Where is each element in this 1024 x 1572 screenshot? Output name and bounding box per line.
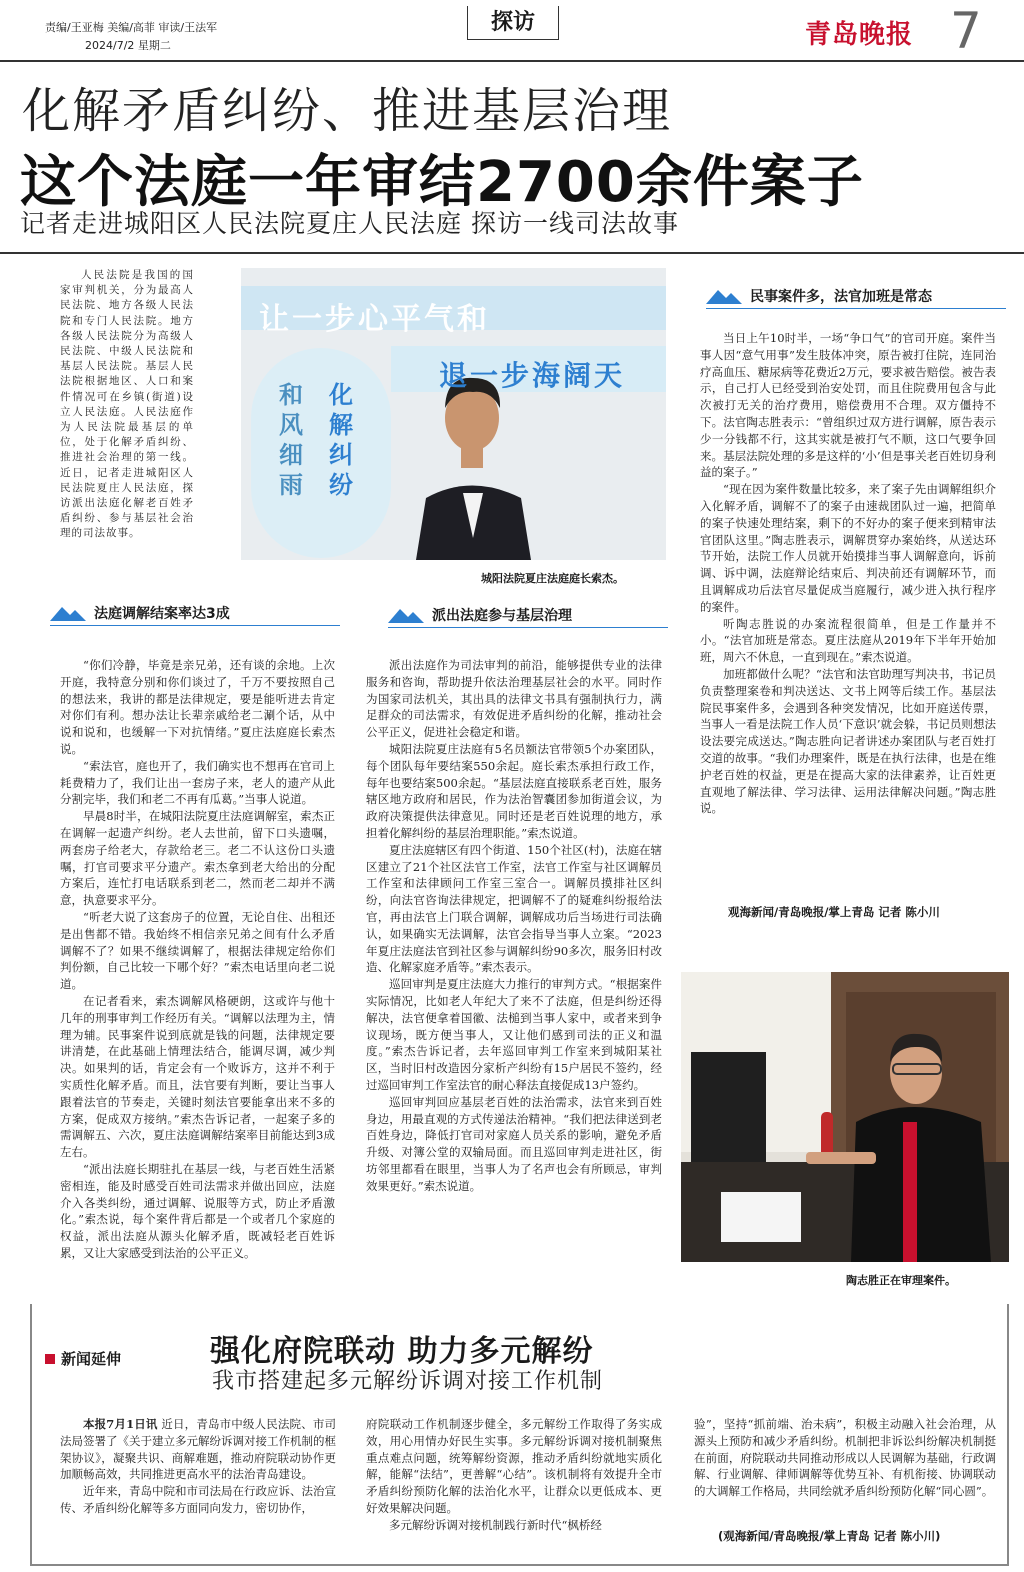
- wall-vertical-2: 化解纠纷: [329, 381, 353, 499]
- section3-byline: 观海新闻/青岛晚报/掌上青岛 记者 陈小川: [728, 905, 940, 919]
- wall-vertical-1: 和风细雨: [279, 381, 303, 499]
- photo-judge-taozhisheng: [681, 972, 1009, 1262]
- news-extension-label: 新闻延伸: [45, 1348, 121, 1369]
- section3-body: 当日上午10时半，一场“争口气”的官司开庭。案件当事人因“意气用事”发生肢体冲突，原告被打住院，连同治疗高血压、糖尿病等花费近2万元，要求被告赔偿。被告表示，自己打人已经受到治安处罚，而且住院费用包含与此次被打无关的治疗费用，赔偿费用不合理。双方僵持不下。法官陶志胜表示：“曾组织过双方进行调解，原告表示少一分钱都不行，这其实就是被打气不顺，这口气要争回来。基层法院处理的多是这样的‘小’但是事关老百姓切身利益的案子。” “现在因为案件数量比较多，来了案子先由调解组织介入化解矛盾，调解不了的案子由速裁团队过一遍，把简单的案子快速处理结案，剩下的不好办的案子便来到精审法官团队这里。”陶志胜表示，调解贯穿办案始终，从送达环节开始，法院工作人员就开始摸排当事人调解意向，诉前调、诉中调，法庭辩论结束后、判决前还有调解环节，而且调解成功后法官尽量促成当庭履行，减少进入执行程序的案件。 听陶志胜说的办案流程很简单，但是工作量并不小。“法官加班是常态。夏庄法庭从2019年下半年开始加班，周六不休息，一直到现在。”索杰说道。 加班都做什么呢？“法官和法官助理写判决书，书记员负责整理案卷和判决送达、文书上网等后续工作。基层法院民事案件多，会遇到各种突发情况，比如开庭送传票，当事人一看是法院工作人员‘下意识’就会躲，书记员则想法设法要完成送达。”陶志胜向记者讲述办案团队与老百姓打交道的故事。“我们办理案件，既是在执行法律，也是在维护老百姓的权益，更是在提高大家的法律素养，让百姓更直观地了解法律、学习法律、运用法律解决问题。”陶志胜说。: [700, 331, 996, 816]
- extension-subtitle: 我市搭建起多元解纷诉调对接工作机制: [212, 1369, 604, 1394]
- section1-body: “你们冷静，毕竟是亲兄弟，还有谈的余地。上次开庭，我特意分别和你们谈过了，千万不要按照自己的想法来，我讲的都是法律规定，要是能听进去肯定对你们有利。想办法让长辈亲戚给老二涮个话，从中说和说和，也缓解一下对抗情绪。”夏庄法庭庭长索杰说。 “索法官，庭也开了，我们确实也不想再在官司上耗费精力了，我们让出一套房子来，老人的遗产从此分割完毕，我们和老二不再有瓜葛。”当事人说道。 早晨8时半，在城阳法院夏庄法庭调解室，索杰正在调解一起遗产纠纷。老人去世前，留下口头遗嘱，两套房子给老大，存款给老三。老二不认这份口头遗嘱，打官司要求平分遗产。索杰拿到老大给出的分配方案后，连忙打电话联系到老二，然而老二却并不满意，执意要求平分。 “听老大说了这套房子的位置，无论自住、出租还是出售都不错。我始终不相信亲兄弟之间有什么矛盾调解不了？如果不继续调解了，根据法律规定给你们判份额，自己比较一下哪个好？”索杰电话里向老二说道。 在记者看来，索杰调解风格硬朗，这或许与他十几年的刑事审判工作经历有关。“调解以法理为主，情理为辅。民事案件说到底就是钱的问题，法律规定要讲清楚，在此基础上情理法结合，能调尽调，减少判决。如果判的话，肯定会有一个败诉方，这并不利于实质性化解矛盾。而且，法官要有判断，要让当事人跟着法官的节奏走，关键时刻法官要能拿出来不多的方案，促成双方接纳。”索杰告诉记者，一起案子多的需调解五、六次，夏庄法庭调解结案率目前能达到3成左右。 “派出法庭长期驻扎在基层一线，与老百姓生活紧密相连，能及时感受百姓司法需求并做出回应，法庭介入各类纠纷，通过调解、说服等方式，防止矛盾激化。”索杰说，每个案件背后都是一个或者几个家庭的权益，派出法庭从源头化解矛盾，既减轻老百姓诉累，又让大家感受到法治的公平正义。: [60, 658, 335, 1260]
- wall-slogan-1: 让一步心平气和: [259, 302, 490, 337]
- headline-kicker: 化解矛盾纠纷、推进基层治理: [22, 83, 673, 139]
- extension-byline: (观海新闻/青岛晚报/掌上青岛 记者 陈小川): [718, 1529, 941, 1543]
- extension-col3: 验”，坚持“抓前端、治未病”，积极主动融入社会治理，从源头上预防和减少矛盾纠纷。机制把非诉讼纠纷解决机制挺在前面，府院联动共同推动形成以人民调解为基础，行政调解、行业调解、律师调解等优势互补、有机衔接、协调联动的大调解工作格局，共同绘就矛盾纠纷预防化解“同心圆”。: [694, 1417, 996, 1499]
- editors-credit: 责编/王亚梅 美编/高菲 审读/王法军: [45, 21, 218, 34]
- photo1-caption: 城阳法院夏庄法庭庭长索杰。: [481, 572, 624, 585]
- issue-date: 2024/7/2 星期二: [85, 39, 171, 52]
- section3-rule: [706, 308, 1006, 309]
- page-number: 7: [950, 2, 982, 60]
- mountain-icon: [706, 288, 742, 304]
- wall-slogan-2: 退一步海阔天: [439, 359, 626, 392]
- intro-text: 人民法院是我国的国家审判机关，分为最高人民法院、地方各级人民法院和专门人民法院。地方各级人民法院分为高级人民法院、中级人民法院和基层人民法院。基层人民法院根据地区、人口和案件情况可在乡镇(街道)设立人民法庭。人民法庭作为人民法院最基层的单位，处于化解矛盾纠纷、推进社会治理的第一线。近日，记者走进城阳区人民法院夏庄人民法庭，探访派出法庭化解老百姓矛盾纠纷、参与基层社会治理的司法故事。: [60, 269, 194, 540]
- headline-rule: [0, 252, 1024, 254]
- section-tab: 探访: [467, 6, 559, 40]
- photo2-caption: 陶志胜正在审理案件。: [846, 1274, 956, 1287]
- mountain-icon: [50, 605, 86, 621]
- section2-rule: [388, 627, 668, 628]
- photo-courtroom-illustration: [681, 972, 1009, 1262]
- section2-body: 派出法庭作为司法审判的前沿，能够提供专业的法律服务和咨询，帮助提升依法治理基层社会的水平。同时作为国家司法机关，其出具的法律文书具有强制执行力，满足群众的司法需求，有效促进矛盾纠纷的化解，推动社会公平正义，促进社会稳定和谐。 城阳法院夏庄法庭有5名员额法官带领5个办案团队，每个团队每年要结案550余起。庭长索杰承担行政工作，每年也要结案500余起。“基层法庭直接联系老百姓，服务辖区地方政府和居民，作为法治智囊团参加街道会议，为政府决策提供法律意见。同时还是老百姓说理的地方，承担着化解纠纷的基层治理职能。”索杰说道。 夏庄法庭辖区有四个街道、150个社区(村)，法庭在辖区建立了21个社区法官工作室，法官工作室与社区调解员工作室和法律顾问工作室三室合一。调解员摸排社区纠纷，向法官咨询法律规定，把调解不了的疑难纠纷报给法官，再由法官上门联合调解，调解成功后当场进行司法确认，如果确实无法调解，法官会指导当事人立案。“2023年夏庄法庭法官到社区参与调解纠纷90多次，服务旧村改造、化解家庭矛盾等。”索杰表示。 巡回审判是夏庄法庭大力推行的审判方式。“根据案件实际情况，比如老人年纪大了来不了法庭，但是纠纷还得解决，法官便拿着国徽、法槌到当事人家中，或者来到争议现场，既方便当事人，又让他们感到司法的正义和温度。”索杰告诉记者，去年巡回审判工作室来到城阳某社区，当时旧村改造因分家析产纠纷有15户居民不签约，经过巡回审判工作室法官的耐心释法直接促成13户签约。 巡回审判回应基层老百姓的法治需求，法官来到百姓身边，用最直观的方式传递法治精神。“我们把法律送到老百姓身边，降低打官司对家庭人员关系的影响，避免矛盾升级、对簿公堂的双输局面。而且巡回审判走进社区，街坊邻里都看在眼里，当事人为了名声也会有所顾忌，审判效果更好。”索杰说道。: [366, 658, 662, 1193]
- extension-title: 强化府院联动 助力多元解纷: [210, 1334, 594, 1369]
- section1-heading: 法庭调解结案率达3成: [50, 602, 230, 624]
- extension-col2: 府院联动工作机制逐步健全，多元解纷工作取得了务实成效，用心用情办好民生实事。多元解纷诉调对接机制聚焦重点难点问题，统筹解纷资源，推动矛盾纠纷就地实质化解，能解“法结”，更善解“心结”。该机制将有效提升全市矛盾纠纷预防化解的法治化水平，让群众以更低成本、更好效果解决问题。 多元解纷诉调对接机制践行新时代“枫桥经: [366, 1417, 662, 1532]
- photo-judge-suojie: [241, 268, 666, 560]
- headline-main: 这个法庭一年审结2700余件案子: [20, 150, 864, 215]
- mountain-icon: [388, 607, 424, 623]
- headline-deck: 记者走进城阳区人民法院夏庄人民法庭 探访一线司法故事: [20, 209, 679, 238]
- dateline: 本报7月1日讯: [83, 1417, 158, 1431]
- header-rule: [0, 60, 1024, 62]
- section3-heading: 民事案件多，法官加班是常态: [706, 285, 932, 307]
- newspaper-brand: 青岛晚报: [805, 20, 914, 50]
- extension-col1: 本报7月1日讯 近日，青岛市中级人民法院、市司法局签署了《关于建立多元解纷诉调对接工作机制的框架协议》，凝聚共识、商解难题，推动府院联动协作更加顺畅高效，共同推进更高水平的法治青岛建设。 近年来，青岛中院和市司法局在行政应诉、法治宣传、矛盾纠纷化解等多方面同向发力，密切协作，: [60, 1417, 336, 1515]
- section1-rule: [50, 625, 340, 626]
- section2-heading: 派出法庭参与基层治理: [388, 604, 572, 626]
- red-square-icon: [45, 1354, 55, 1364]
